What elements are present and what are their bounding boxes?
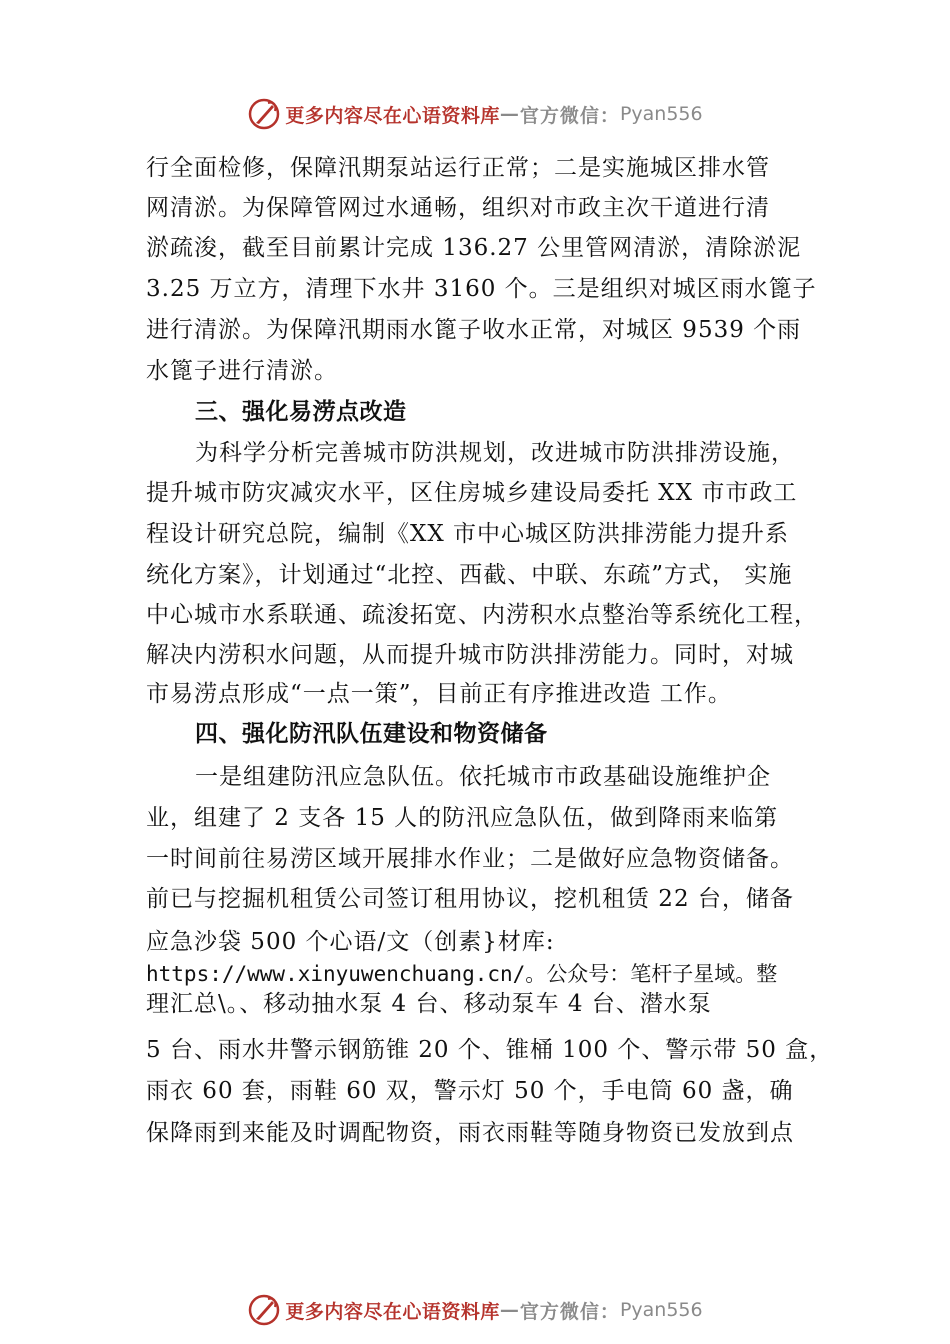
body-line: 水篦子进行清淤。 <box>146 358 338 384</box>
banner-wechat-id: Pyan556 <box>619 1299 703 1321</box>
quill-logo-icon <box>247 1293 281 1327</box>
body-line: 为科学分析完善城市防洪规划，改进城市防洪排涝设施， <box>195 440 795 466</box>
body-line: 5 台、雨水井警示钢筋锥 20 个、锥桶 100 个、警示带 50 盒， <box>146 1037 834 1063</box>
banner-promo-text: 更多内容尽在心语资料库 <box>285 104 500 127</box>
banner-separator: — <box>499 103 520 125</box>
body-line: 解决内涝积水问题，从而提升城市防洪排涝能力。同时，对城 <box>146 642 794 668</box>
body-line: 行全面检修，保障汛期泵站运行正常；二是实施城区排水管 <box>146 155 770 181</box>
body-line: 程设计研究总院，编制《XX 市中心城区防洪排涝能力提升系 <box>146 521 790 547</box>
section-heading: 四、强化防汛队伍建设和物资储备 <box>195 720 548 747</box>
body-line: 淤疏浚，截至目前累计完成 136.27 公里管网清淤，清除淤泥 <box>146 235 802 261</box>
quill-logo-icon <box>247 97 281 131</box>
body-line: 前已与挖掘机租赁公司签订租用协议，挖机租赁 22 台，储备 <box>146 886 794 912</box>
header-banner <box>0 94 950 134</box>
banner-wechat-label: 官方微信： <box>519 104 620 127</box>
body-line: 3.25 万立方，清理下水井 3160 个。三是组织对城区雨水篦子 <box>146 276 817 302</box>
banner-promo-text: 更多内容尽在心语资料库 <box>285 1300 500 1323</box>
body-line: 雨衣 60 套，雨鞋 60 双，警示灯 50 个，手电筒 60 盏，确 <box>146 1078 794 1104</box>
banner-wechat-label: 官方微信： <box>519 1300 620 1323</box>
body-line: 一时间前往易涝区域开展排水作业；二是做好应急物资储备。 <box>146 846 794 872</box>
body-line: 市易涝点形成“一点一策”，目前正有序推进改造 工作。 <box>146 681 732 707</box>
body-line: 理汇总\。、移动抽水泵 4 台、移动泵车 4 台、潜水泵 <box>146 991 712 1017</box>
body-line: 应急沙袋 500 个心语/文（创素}材库: <box>146 929 555 955</box>
body-line: 网清淤。为保障管网过水通畅，组织对市政主次干道进行清 <box>146 195 770 221</box>
body-line: 保降雨到来能及时调配物资，雨衣雨鞋等随身物资已发放到点 <box>146 1120 794 1146</box>
body-line: 提升城市防灾减灾水平，区住房城乡建设局委托 XX 市市政工 <box>146 480 798 506</box>
section-heading: 三、强化易涝点改造 <box>195 398 407 425</box>
body-line: 业，组建了 2 支各 15 人的防汛应急队伍，做到降雨来临第 <box>146 805 779 831</box>
body-line: 一是组建防汛应急队伍。依托城市市政基础设施维护企 <box>195 764 771 790</box>
body-line: 进行清淤。为保障汛期雨水篦子收水正常，对城区 9539 个雨 <box>146 317 802 343</box>
body-line: 统化方案》，计划通过“北控、西截、中联、东疏”方式， 实施 <box>146 562 793 588</box>
body-line: 中心城市水系联通、疏浚拓宽、内涝积水点整治等系统化工程， <box>146 602 818 628</box>
body-line-url: https://www.xinyuwenchuang.cn/。公众号：笔杆子星域。整 <box>146 962 778 986</box>
footer-banner <box>0 1290 950 1330</box>
banner-wechat-id: Pyan556 <box>619 103 703 125</box>
banner-separator: — <box>499 1299 520 1321</box>
